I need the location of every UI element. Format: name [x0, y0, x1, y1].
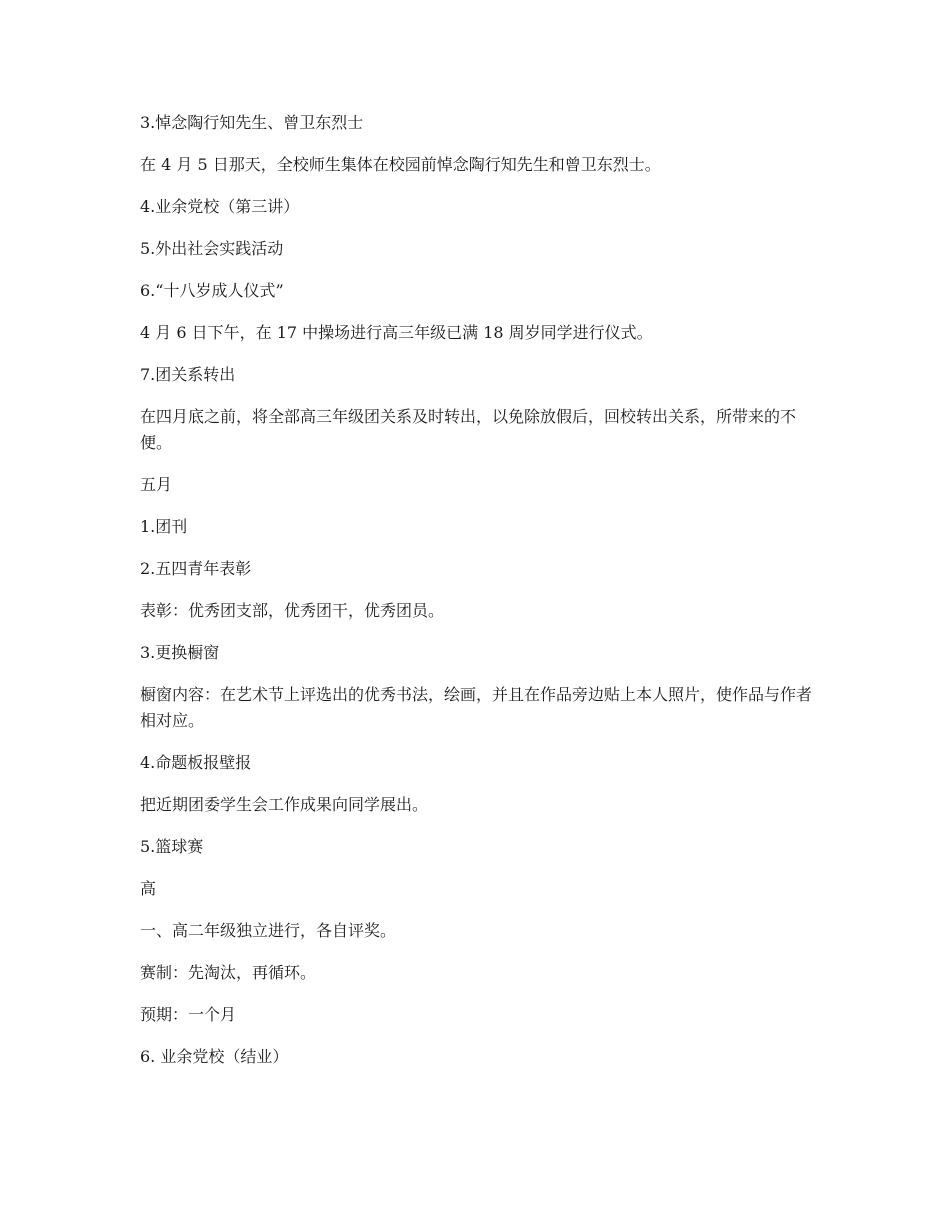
- coming-of-age-text: 4 月 6 日下午，在 17 中操场进行高三年级已满 18 周岁同学进行仪式。: [140, 323, 653, 342]
- document-body: [140, 110, 812, 1086]
- heading-party-school-lecture: 4.业余党校（第三讲）: [140, 197, 300, 216]
- heading-coming-of-age: 6.“十八岁成人仪式”: [140, 281, 284, 300]
- heading-may-fourth-awards: 2.五四青年表彰: [140, 559, 252, 578]
- heading-memorial: 3.悼念陶行知先生、曾卫东烈士: [140, 113, 364, 132]
- heading-party-school-graduation: 6. 业余党校（结业）: [140, 1047, 289, 1066]
- heading-blackboard: 4.命题板报壁报: [140, 753, 252, 772]
- showcase-text: 橱窗内容：在艺术节上评选出的优秀书法，绘画，并且在作品旁边贴上本人照片，使作品与作者相对应。: [140, 685, 813, 730]
- league-transfer-text: 在四月底之前，将全部高三年级团关系及时转出，以免除放假后，回校转出关系，所带来的不便。: [140, 407, 797, 452]
- heading-social-practice: 5.外出社会实践活动: [140, 239, 284, 258]
- memorial-text: 在 4 月 5 日那天，全校师生集体在校园前悼念陶行知先生和曾卫东烈士。: [140, 155, 661, 174]
- basketball-format: 赛制：先淘汰，再循环。: [140, 963, 317, 982]
- blackboard-text: 把近期团委学生会工作成果向同学展出。: [140, 795, 429, 814]
- basketball-duration: 预期：一个月: [140, 1005, 237, 1024]
- heading-basketball: 5.篮球赛: [140, 837, 204, 856]
- heading-league-transfer: 7.团关系转出: [140, 365, 236, 384]
- basketball-grade-label: 高: [140, 879, 157, 898]
- awards-text: 表彰：优秀团支部，优秀团干，优秀团员。: [140, 601, 445, 620]
- heading-showcase: 3.更换橱窗: [140, 643, 220, 662]
- month-heading-may: 五月: [140, 475, 173, 494]
- heading-league-magazine: 1.团刊: [140, 517, 188, 536]
- basketball-organization: 一、高二年级独立进行，各自评奖。: [140, 921, 397, 940]
